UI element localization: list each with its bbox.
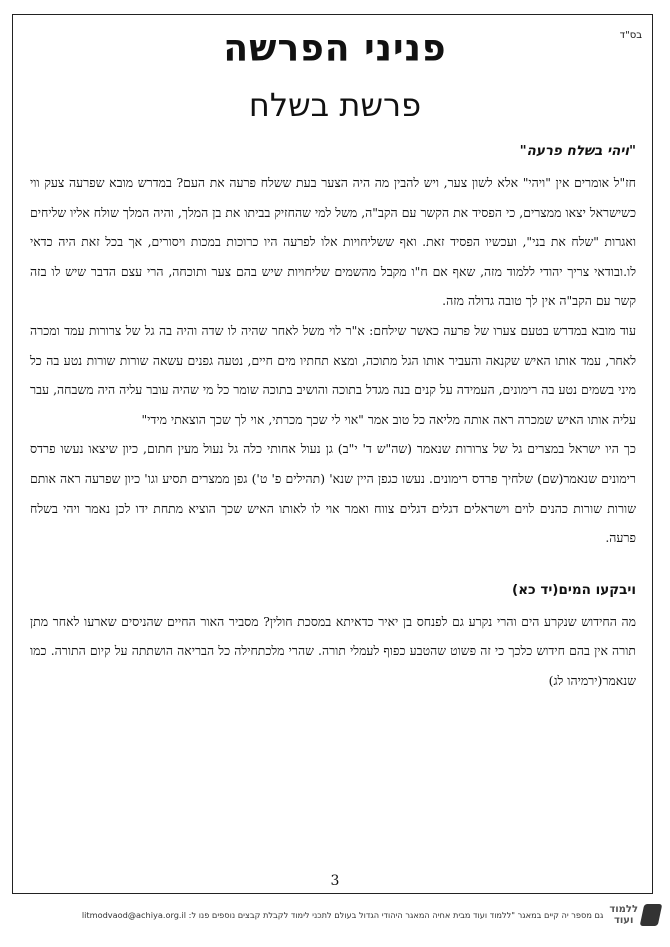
section-heading: ויבקעו המים(יד כא) xyxy=(512,581,636,598)
paragraph: מה החידוש שנקרע הים והרי נקרע גם לפנחס בן יאיר כדאיתא במסכת חולין? מסביר האור החיים שהניסים שארעו לאחר מתן תורה אין בהם חידוש כלכך כי זה פשוט שהטבע כפוף לעמלי תורה. שהרי מלכתחילה כל הבריאה הושתתה על קיום התורה. כמו שנאמר(ירמיהו לג) xyxy=(30,613,636,688)
paragraph: חז"ל אומרים אין "ויהי" אלא לשון צער, ויש להבין מה היה הצער בעת ששלח פרעה את העם? במדרש מובא שפרעה צעק ווי כשישראל יצאו ממצרים, כי הפסיד את הקשר עם הקב"ה, משל למי שהחזיק בביתו את בן המלך, והיה המלך שולח אליו שליחים ואגרות "שלח את בני", ועכשיו הפסיד זאת. ואף ששליחויות אלו לפרעה היו כרוכות במכות ויסורים, אך בכל זאת היה כדאי לו.ובודאי צריך יהודי ללמוד מזה, שאף אם ח"ו מקבל מהשמים שליחויות שיש בהם צער ותוכחה, הרי עצם הדבר שיש לו בזה קשר עם הקב"ה אין לך טובה גדולה מזה. xyxy=(30,175,636,309)
logo-line: ללמוד xyxy=(609,904,638,915)
footer-text: גם מספר יה קיים במאגר "ללמוד ועוד מבית אחיה המאגר היהודי הגדול בעולם לתכני לימוד לקבלת קבצים נוספים פנו ל: litmodvaod@achiya.org.il xyxy=(81,910,604,920)
logo-icon xyxy=(640,904,663,926)
paragraph: כך היו ישראל במצרים גל של צרורות שנאמר (שה"ש ד' י"ב) גן נעול אחותי כלה גל נעול מעין חתום, כיון שיצאו נעשו פרדס רימונים שנאמר(שם) שלחיך פרדס רימונים. נעשו כגפן היין שנא' (תהילים פ' ט') גפן ממצרים תסיע וגו' כיון שפרעה ראה אותם שורות שורות כהנים לוים וישראלים דגלים דגלים צווח ואמר אוי לו לאותו האיש שכך הוציא מתחת ידו לכן נאמר ויהי בשלח פרעה. xyxy=(30,441,636,546)
bsd-mark: בס"ד xyxy=(619,30,642,41)
parasha-title: פרשת בשלח xyxy=(248,86,422,124)
paragraph: עוד מובא במדרש בטעם צערו של פרעה כאשר שילחם: א"ר לוי משל לאחר שהיה לו שדה והיה בה גל של צרורות עמד ומכרה לאחר, עמד אותו האיש שקנאה והעביר אותו הגל מתוכה, ומצא תחתיו מים חיים, נטעה גפנים עשאה שורות שורות נטע בה כל מיני בשמים נטע בה רימונים, העמידה על קנים בנה מגדל בתוכה והושיב בתוכה שומר כל מי שהיה עובר עליה היה משבחה, עבר עליה אותו האיש שמכרה ראה אותה מליאה כל טוב אמר "אוי לי שכך מכרתי, אוי לך שכך הוצאתי מידי" xyxy=(30,322,636,427)
article-body xyxy=(30,140,636,696)
logo-line: ועוד xyxy=(613,915,634,926)
logo xyxy=(609,904,660,926)
footer xyxy=(10,898,660,932)
logo-text xyxy=(609,904,638,926)
page-number: 3 xyxy=(330,873,340,889)
section-heading: "ויהי בשלח פרעה" xyxy=(519,143,636,159)
newsletter-title: פניני הפרשה xyxy=(223,26,447,71)
